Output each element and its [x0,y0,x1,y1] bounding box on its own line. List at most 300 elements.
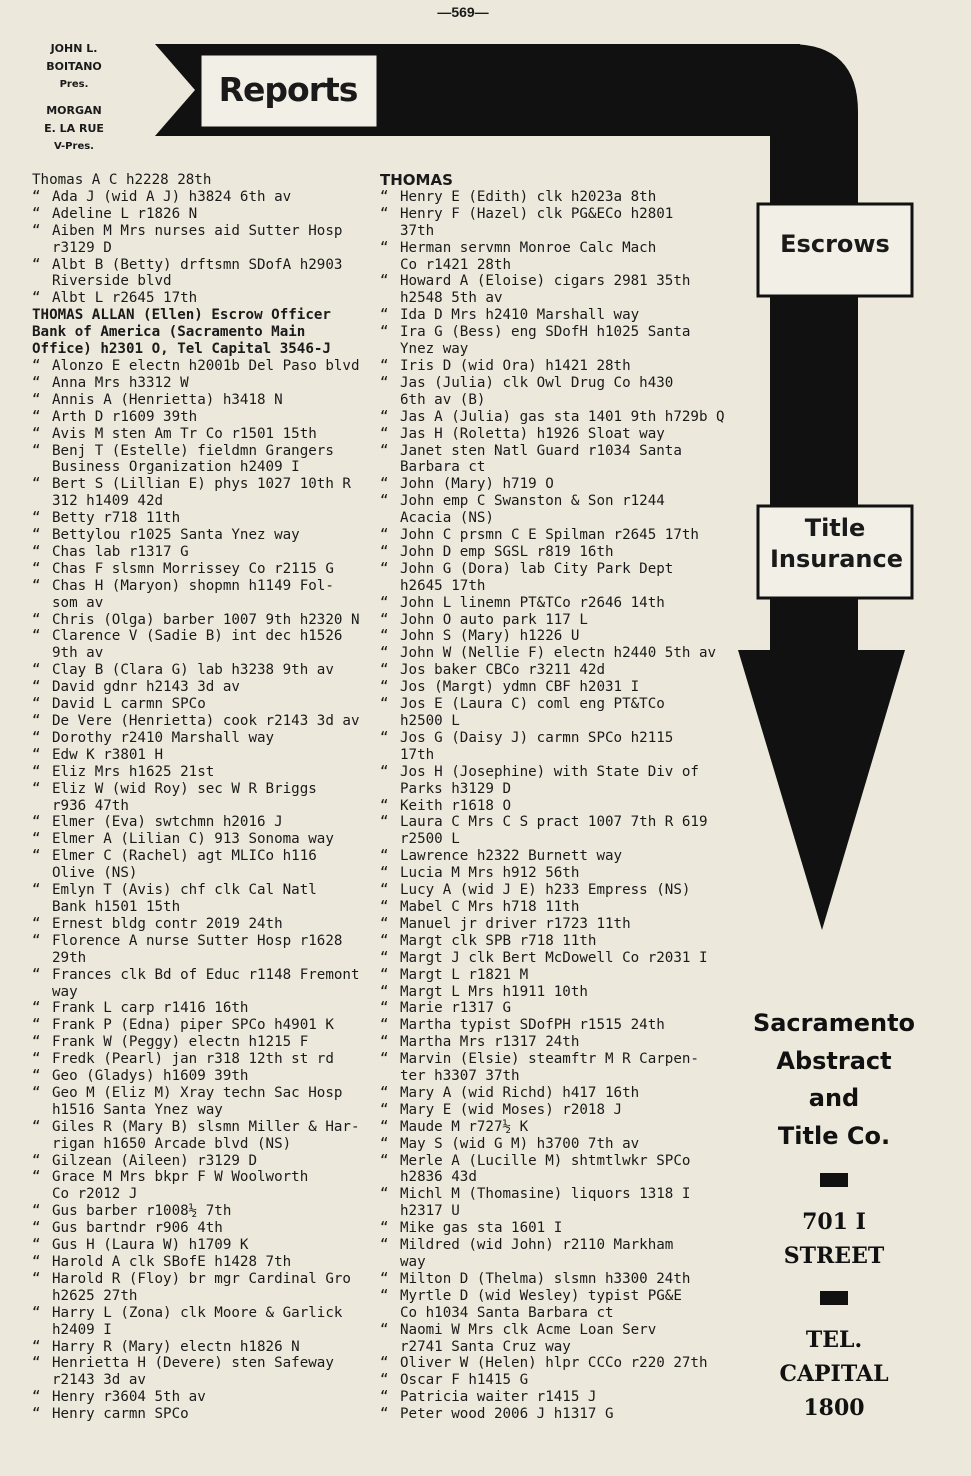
directory-entry [32,392,370,409]
directory-entry [380,1153,736,1187]
entry-continuation-line: 312 h1409 42d [52,493,164,510]
ditto-mark: “ [380,1152,389,1169]
ditto-mark: “ [380,527,389,544]
entry-line: Frances clk Bd of Educ r1148 Fremont [52,966,360,983]
ditto-mark: “ [380,442,389,459]
entry-continuation-line: Bank h1501 15th [52,898,181,915]
entry-line: John C prsmn C E Spilman r2645 17th [400,527,699,544]
directory-entry [380,645,736,662]
directory-entry [380,1085,736,1102]
entry-line: Frank P (Edna) piper SPCo h4901 K [52,1017,334,1034]
directory-entry [32,257,370,291]
entry-line: Martha Mrs r1317 24th [400,1034,580,1051]
directory-entry [380,307,736,324]
ditto-mark: “ [32,222,41,239]
entry-line: Ada J (wid A J) h3824 6th av [52,188,292,205]
directory-entry [32,1355,370,1389]
entry-line: John G (Dora) lab City Park Dept [400,560,674,577]
entry-line: Dorothy r2410 Marshall way [52,729,275,746]
entry-line: Edw K r3801 H [52,746,164,763]
entry-line: Ida D Mrs h2410 Marshall way [400,307,640,324]
left-directory-column [32,172,370,1423]
entry-continuation-line: Co h1034 Santa Barbara ct [400,1304,614,1321]
directory-entry [32,1237,370,1254]
entry-continuation-line: 9th av [52,645,104,662]
entry-line: Elmer (Eva) swtchmn h2016 J [52,814,283,831]
entry-line: Lucy A (wid J E) h233 Empress (NS) [400,882,691,899]
entry-line: John D emp SGSL r819 16th [400,543,614,560]
ditto-mark: “ [380,915,389,932]
directory-entry [32,1271,370,1305]
ditto-mark: “ [380,493,389,510]
ditto-mark: “ [380,1406,389,1423]
ditto-mark: “ [32,814,41,831]
directory-entry [380,1220,736,1237]
entry-line: Keith r1618 O [400,797,512,814]
directory-entry [32,426,370,443]
ditto-mark: “ [32,746,41,763]
entry-line: Chas lab r1317 G [52,543,189,560]
ditto-mark: “ [380,476,389,493]
ditto-mark: “ [380,763,389,780]
entry-continuation-line: h1516 Santa Ynez way [52,1101,223,1118]
entry-continuation-line: r936 47th [52,797,129,814]
ditto-mark: “ [32,1270,41,1287]
directory-entry [32,561,370,578]
ad-divider [820,1173,848,1187]
ditto-mark: “ [380,949,389,966]
entry-line: Mary E (wid Moses) r2018 J [400,1101,623,1118]
directory-entry [32,527,370,544]
entry-line: Clay B (Clara G) lab h3238 9th av [52,662,334,679]
entry-line: Patricia waiter r1415 J [400,1389,597,1406]
directory-entry [380,865,736,882]
ditto-mark: “ [32,848,41,865]
directory-entry [32,358,370,375]
directory-entry [380,916,736,933]
entry-line: Oliver W (Helen) hlpr CCCo r220 27th [400,1355,708,1372]
entry-line: Howard A (Eloise) cigars 2981 35th [400,273,691,290]
ditto-mark: “ [380,865,389,882]
entry-continuation-line: Co r1421 28th [400,256,512,273]
entry-line: Jos G (Daisy J) carmn SPCo h2115 [400,729,674,746]
directory-entry [380,848,736,865]
officer-name-line: BOITANO [46,60,102,73]
ad-company-line: Title Co. [777,1121,891,1150]
ditto-mark: “ [380,560,389,577]
ditto-mark: “ [32,476,41,493]
entry-line: Maude M r727½ K [400,1118,529,1135]
entry-line: Elmer C (Rachel) agt MLICo h116 [52,848,317,865]
ad-company-line: Sacramento [752,1009,916,1037]
entry-line: Herman servmn Monroe Calc Mach [400,239,657,256]
entry-line: Frank L carp r1416 16th [52,1000,249,1017]
entry-line: Alonzo E electn h2001b Del Paso blvd [52,357,360,374]
ditto-mark: “ [380,324,389,341]
directory-entry [32,206,370,223]
entry-line: Margt clk SPB r718 11th [400,932,597,949]
right-directory-column [380,172,736,1423]
directory-entry [380,1237,736,1271]
officer-title: V-Pres. [54,141,94,152]
ditto-mark: “ [380,1000,389,1017]
directory-entry [32,713,370,730]
entry-continuation-line: Office) h2301 O, Tel Capital 3546-J [32,341,331,358]
directory-entry [380,798,736,815]
directory-entry [380,493,736,527]
ditto-mark: “ [32,425,41,442]
directory-entry [32,1000,370,1017]
entry-line: Gilzean (Aileen) r3129 D [52,1152,257,1169]
directory-entry [380,1186,736,1220]
ad-address-line: 701 I [802,1209,866,1235]
ditto-mark: “ [32,882,41,899]
entry-line: May S (wid G M) h3700 7th av [400,1135,640,1152]
directory-entry [32,544,370,561]
entry-continuation-line: Co r2012 J [52,1186,138,1203]
directory-entry [380,1355,736,1372]
ditto-mark: “ [32,527,41,544]
ditto-mark: “ [380,1220,389,1237]
ditto-mark: “ [380,1321,389,1338]
entry-continuation-line: r2500 L [400,831,460,848]
entry-line: Jos E (Laura C) coml eng PT&TCo [400,696,665,713]
entry-line: De Vere (Henrietta) cook r2143 3d av [52,713,360,729]
ditto-mark: “ [380,882,389,899]
ditto-mark: “ [32,1034,41,1051]
ditto-mark: “ [380,273,389,290]
entry-line: Lawrence h2322 Burnett way [400,848,623,865]
entry-line: Aiben M Mrs nurses aid Sutter Hosp [52,222,343,239]
directory-entry [32,933,370,967]
entry-line: Bettylou r1025 Santa Ynez way [52,527,300,544]
directory-entry [32,967,370,1001]
directory-entry [380,561,736,595]
ditto-mark: “ [32,442,41,459]
directory-entry [32,1119,370,1153]
entry-line: Jas A (Julia) gas sta 1401 9th h729b Q [400,408,725,425]
entry-line: Annis A (Henrietta) h3418 N [52,391,283,408]
ditto-mark: “ [32,729,41,746]
officer-name-line: E. LA RUE [44,122,104,135]
directory-entry [380,730,736,764]
directory-entry [32,476,370,510]
ditto-mark: “ [380,239,389,256]
entry-line: Benj T (Estelle) fieldmn Grangers [52,442,334,459]
directory-entry [380,1119,736,1136]
directory-entry [32,747,370,764]
directory-entry [380,1389,736,1406]
ditto-mark: “ [32,696,41,713]
ditto-mark: “ [32,662,41,679]
entry-line: Geo M (Eliz M) Xray techn Sac Hosp [52,1084,343,1101]
directory-entry [32,1203,370,1220]
entry-continuation-line: 29th [52,949,87,966]
banner-reports-label: Reports [218,70,358,109]
directory-entry [32,730,370,747]
entry-line: Manuel jr driver r1723 11th [400,915,631,932]
directory-entry [380,409,736,426]
entry-continuation-line: Olive (NS) [52,865,138,882]
entry-continuation-line: 17th [400,746,435,763]
directory-entry [32,409,370,426]
ditto-mark: “ [32,1169,41,1186]
entry-line: Margt L r1821 M [400,966,529,983]
entry-line: Henry F (Hazel) clk PG&ECo h2801 [400,205,674,222]
entry-continuation-line: Bank of America (Sacramento Main [32,324,306,341]
directory-entry [380,527,736,544]
directory-entry [380,679,736,696]
directory-entry [380,476,736,493]
entry-line: Gus barber r1008½ 7th [52,1203,232,1220]
ditto-mark: “ [380,188,389,205]
entry-line: Avis M sten Am Tr Co r1501 15th [52,425,317,442]
banner-insurance-line: Insurance [770,545,904,573]
ad-phone-line: CAPITAL [779,1361,889,1387]
entry-continuation-line: 6th av (B) [400,391,486,408]
directory-entry [380,899,736,916]
ditto-mark: “ [32,932,41,949]
entry-continuation-line: h2625 27th [52,1287,138,1304]
ditto-mark: “ [32,1068,41,1085]
ditto-mark: “ [32,1254,41,1270]
officer-title: Pres. [59,79,89,90]
entry-line: John W (Nellie F) electn h2440 5th av [400,645,717,662]
ditto-mark: “ [380,932,389,949]
entry-line: Chas H (Maryon) shopmn h1149 Fol- [52,577,334,594]
entry-continuation-line: ter h3307 37th [400,1068,520,1085]
directory-entry [380,1372,736,1389]
entry-line: Clarence V (Sadie B) int dec h1526 [52,628,343,645]
entry-continuation-line: h2317 U [400,1203,460,1220]
column-heading: THOMAS [380,171,453,189]
directory-entry [380,240,736,274]
directory-entry [32,290,370,307]
entry-line: Albt L r2645 17th [52,290,198,307]
ditto-mark: “ [32,1389,41,1406]
entry-continuation-line: way [52,983,78,1000]
entry-continuation-line: rigan h1650 Arcade blvd (NS) [52,1135,292,1152]
directory-entry [380,612,736,629]
ditto-mark: “ [32,1152,41,1169]
entry-line: Gus bartndr r906 4th [52,1220,223,1237]
directory-entry [32,628,370,662]
banner-escrows-label: Escrows [780,230,890,258]
entry-line: Henrietta H (Devere) sten Safeway [52,1355,334,1372]
ditto-mark: “ [32,1017,41,1034]
directory-entry [32,1051,370,1068]
ditto-mark: “ [380,848,389,865]
ditto-mark: “ [32,628,41,645]
entry-continuation-line: Barbara ct [400,459,486,476]
entry-line: Adeline L r1826 N [52,205,198,222]
ditto-mark: “ [32,1118,41,1135]
directory-entry [32,781,370,815]
directory-entry [380,1271,736,1288]
entry-continuation-line: way [400,1254,426,1270]
entry-line: Fredk (Pearl) jan r318 12th st rd [52,1051,334,1068]
entry-line: Harry L (Zona) clk Moore & Garlick [52,1304,343,1321]
ad-phone-line: 1800 [803,1395,865,1421]
directory-entry [380,443,736,477]
ditto-mark: “ [380,628,389,645]
entry-line: Ernest bldg contr 2019 24th [52,915,283,932]
ditto-mark: “ [32,1355,41,1372]
entry-line: Grace M Mrs bkpr F W Woolworth [52,1169,309,1186]
ditto-mark: “ [380,1135,389,1152]
ditto-mark: “ [32,1338,41,1355]
directory-entry [32,1034,370,1051]
ditto-mark: “ [380,307,389,324]
directory-entry [380,1288,736,1322]
entry-line: Mike gas sta 1601 I [400,1220,563,1237]
entry-continuation-line: h2645 17th [400,577,486,594]
entry-line: David gdnr h2143 3d av [52,679,240,696]
directory-entry [380,206,736,240]
entry-continuation-line: r2143 3d av [52,1372,146,1389]
ditto-mark: “ [380,679,389,696]
ditto-mark: “ [380,543,389,560]
entry-line: Marie r1317 G [400,1000,512,1017]
ditto-mark: “ [380,1051,389,1068]
ditto-mark: “ [380,1389,389,1406]
entry-line: Naomi W Mrs clk Acme Loan Serv [400,1321,657,1338]
ditto-mark: “ [32,1084,41,1101]
entry-line: Lucia M Mrs h912 56th [400,865,580,882]
entry-continuation-line: Riverside blvd [52,273,172,290]
directory-entry [380,1051,736,1085]
ditto-mark: “ [32,1406,41,1423]
ditto-mark: “ [380,1237,389,1254]
ditto-mark: “ [32,543,41,560]
ditto-mark: “ [32,391,41,408]
ditto-mark: “ [380,797,389,814]
directory-entry [380,967,736,984]
entry-line: John L linemn PT&TCo r2646 14th [400,594,665,611]
ditto-mark: “ [380,408,389,425]
ditto-mark: “ [380,1118,389,1135]
directory-entry [32,1254,370,1271]
directory-entry [32,1305,370,1339]
directory-entry [380,882,736,899]
ditto-mark: “ [380,645,389,662]
entry-line: Geo (Gladys) h1609 39th [52,1068,249,1085]
entry-line: Giles R (Mary B) slsmn Miller & Har- [52,1118,360,1135]
ditto-mark: “ [380,1017,389,1034]
directory-entry [380,984,736,1001]
entry-line: David L carmn SPCo [52,696,206,713]
ditto-mark: “ [380,594,389,611]
ditto-mark: “ [32,1304,41,1321]
entry-line: Harold A clk SBofE h1428 7th [52,1254,292,1270]
entry-continuation-line: Acacia (NS) [400,510,494,527]
entry-line: Arth D r1609 39th [52,408,198,425]
entry-line: John O auto park 117 L [400,611,588,628]
ditto-mark: “ [380,1270,389,1287]
ditto-mark: “ [380,1084,389,1101]
entry-line: Mildred (wid John) r2110 Markham [400,1237,674,1254]
entry-continuation-line: 37th [400,222,435,239]
directory-entry [380,358,736,375]
ditto-mark: “ [32,1220,41,1237]
entry-line: Mabel C Mrs h718 11th [400,898,580,915]
directory-entry [380,696,736,730]
directory-entry [380,628,736,645]
entry-line: Emlyn T (Avis) chf clk Cal Natl [52,882,317,899]
entry-line: Eliz W (wid Roy) sec W R Briggs [52,780,317,797]
entry-line: Bert S (Lillian E) phys 1027 10th R [52,476,351,493]
entry-line: Frank W (Peggy) electn h1215 F [52,1034,309,1051]
entry-line: Chas F slsmn Morrissey Co r2115 G [52,560,334,577]
entry-continuation-line: Parks h3129 D [400,780,512,797]
ad-divider [820,1291,848,1305]
directory-entry [32,1085,370,1119]
directory-entry [32,679,370,696]
ditto-mark: “ [32,679,41,696]
ditto-mark: “ [32,1203,41,1220]
directory-entry [32,172,370,189]
entry-line: Thomas A C h2228 28th [32,172,212,188]
directory-entry [380,662,736,679]
ditto-mark: “ [380,357,389,374]
ditto-mark: “ [380,1287,389,1304]
directory-entry [32,1169,370,1203]
ditto-mark: “ [380,1034,389,1051]
entry-line: Margt J clk Bert McDowell Co r2031 I [400,949,708,966]
entry-line: Mary A (wid Richd) h417 16th [400,1084,640,1101]
entry-line: Harry R (Mary) electn h1826 N [52,1338,300,1355]
directory-entry [32,189,370,206]
entry-line: Jas (Julia) clk Owl Drug Co h430 [400,374,674,391]
entry-continuation-line: r2741 Santa Cruz way [400,1338,571,1355]
entry-line: Elmer A (Lilian C) 913 Sonoma way [52,831,334,848]
directory-entry [380,375,736,409]
banner-title-insurance-label [770,513,904,575]
directory-entry [32,1068,370,1085]
directory-entry [380,1102,736,1119]
entry-line: Ira G (Bess) eng SDofH h1025 Santa [400,324,691,341]
company-advertisement [742,1005,926,1425]
ad-address-line: STREET [783,1243,885,1269]
entry-line: Laura C Mrs C S pract 1007 7th R 619 [400,814,708,831]
directory-entry [32,831,370,848]
ditto-mark: “ [380,966,389,983]
entry-line: Florence A nurse Sutter Hosp r1628 [52,932,343,949]
ditto-mark: “ [32,831,41,848]
directory-entry [380,1034,736,1051]
entry-continuation-line: Business Organization h2409 I [52,459,300,476]
banner-title-line: Title [804,514,866,542]
directory-entry [32,662,370,679]
ditto-mark: “ [380,1355,389,1372]
directory-entry [32,696,370,713]
ditto-mark: “ [32,374,41,391]
directory-entry [32,1389,370,1406]
ditto-mark: “ [32,577,41,594]
directory-entry [32,916,370,933]
entry-line: Myrtle D (wid Wesley) typist PG&E [400,1287,682,1304]
ditto-mark: “ [32,256,41,273]
directory-entry [380,595,736,612]
ditto-mark: “ [380,1101,389,1118]
directory-entry [32,814,370,831]
ditto-mark: “ [380,898,389,915]
officer-name-line: MORGAN [46,104,102,117]
directory-entry [380,933,736,950]
ad-company-line: Abstract [776,1046,892,1075]
ditto-mark: “ [380,729,389,746]
directory-entry [32,375,370,392]
